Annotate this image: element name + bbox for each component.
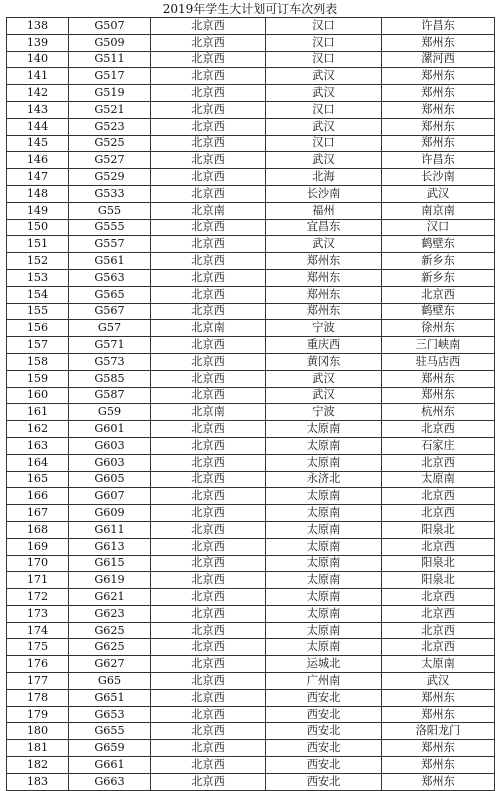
terminal-station-cell: 太原南 — [266, 488, 382, 505]
row-number-cell: 167 — [7, 505, 69, 522]
terminal-station-cell: 长沙南 — [266, 185, 382, 202]
train-schedule-table — [6, 17, 495, 791]
table-row — [7, 303, 495, 320]
table-row — [7, 34, 495, 51]
table-row — [7, 169, 495, 186]
table-row — [7, 152, 495, 169]
boarding-station-cell: 郑州东 — [382, 387, 495, 404]
row-number-cell: 163 — [7, 437, 69, 454]
terminal-station-cell: 宜昌东 — [266, 219, 382, 236]
terminal-station-cell: 永济北 — [266, 471, 382, 488]
table-row — [7, 656, 495, 673]
boarding-station-cell: 北京西 — [382, 286, 495, 303]
terminal-station-cell: 郑州东 — [266, 286, 382, 303]
row-number-cell: 152 — [7, 253, 69, 270]
row-number-cell: 165 — [7, 471, 69, 488]
boarding-station-cell: 阳泉北 — [382, 555, 495, 572]
terminal-station-cell: 武汉 — [266, 387, 382, 404]
origin-station-cell: 北京西 — [151, 353, 266, 370]
terminal-station-cell: 武汉 — [266, 68, 382, 85]
terminal-station-cell: 西安北 — [266, 740, 382, 757]
table-row — [7, 51, 495, 68]
row-number-cell: 175 — [7, 639, 69, 656]
boarding-station-cell: 郑州东 — [382, 757, 495, 774]
train-number-cell: G625 — [69, 639, 151, 656]
train-number-cell: G653 — [69, 706, 151, 723]
train-number-cell: G57 — [69, 320, 151, 337]
origin-station-cell: 北京西 — [151, 555, 266, 572]
table-row — [7, 488, 495, 505]
table-row — [7, 135, 495, 152]
terminal-station-cell: 太原南 — [266, 521, 382, 538]
train-number-cell: G521 — [69, 101, 151, 118]
boarding-station-cell: 郑州东 — [382, 68, 495, 85]
origin-station-cell: 北京西 — [151, 18, 266, 35]
boarding-station-cell: 阳泉北 — [382, 521, 495, 538]
terminal-station-cell: 汉口 — [266, 34, 382, 51]
origin-station-cell: 北京西 — [151, 370, 266, 387]
terminal-station-cell: 太原南 — [266, 538, 382, 555]
row-number-cell: 139 — [7, 34, 69, 51]
terminal-station-cell: 太原南 — [266, 421, 382, 438]
boarding-station-cell: 北京西 — [382, 622, 495, 639]
terminal-station-cell: 汉口 — [266, 101, 382, 118]
terminal-station-cell: 汉口 — [266, 135, 382, 152]
row-number-cell: 168 — [7, 521, 69, 538]
origin-station-cell: 北京西 — [151, 169, 266, 186]
table-row — [7, 387, 495, 404]
table-row — [7, 219, 495, 236]
terminal-station-cell: 郑州东 — [266, 253, 382, 270]
table-row — [7, 286, 495, 303]
train-number-cell: G511 — [69, 51, 151, 68]
terminal-station-cell: 郑州东 — [266, 303, 382, 320]
row-number-cell: 149 — [7, 202, 69, 219]
row-number-cell: 181 — [7, 740, 69, 757]
row-number-cell: 153 — [7, 269, 69, 286]
boarding-station-cell: 汉口 — [382, 219, 495, 236]
origin-station-cell: 北京西 — [151, 85, 266, 102]
row-number-cell: 142 — [7, 85, 69, 102]
table-row — [7, 505, 495, 522]
boarding-station-cell: 北京西 — [382, 538, 495, 555]
row-number-cell: 158 — [7, 353, 69, 370]
table-row — [7, 118, 495, 135]
boarding-station-cell: 郑州东 — [382, 706, 495, 723]
table-row — [7, 706, 495, 723]
row-number-cell: 177 — [7, 673, 69, 690]
boarding-station-cell: 郑州东 — [382, 85, 495, 102]
terminal-station-cell: 黄冈东 — [266, 353, 382, 370]
row-number-cell: 183 — [7, 773, 69, 790]
train-number-cell: G529 — [69, 169, 151, 186]
origin-station-cell: 北京西 — [151, 135, 266, 152]
train-number-cell: G507 — [69, 18, 151, 35]
boarding-station-cell: 太原南 — [382, 656, 495, 673]
boarding-station-cell: 郑州东 — [382, 740, 495, 757]
train-number-cell: G571 — [69, 337, 151, 354]
table-row — [7, 185, 495, 202]
origin-station-cell: 北京西 — [151, 337, 266, 354]
boarding-station-cell: 北京西 — [382, 605, 495, 622]
origin-station-cell: 北京西 — [151, 605, 266, 622]
table-row — [7, 740, 495, 757]
terminal-station-cell: 太原南 — [266, 437, 382, 454]
row-number-cell: 173 — [7, 605, 69, 622]
terminal-station-cell: 运城北 — [266, 656, 382, 673]
train-number-cell: G573 — [69, 353, 151, 370]
boarding-station-cell: 长沙南 — [382, 169, 495, 186]
boarding-station-cell: 北京西 — [382, 488, 495, 505]
table-row — [7, 337, 495, 354]
boarding-station-cell: 北京西 — [382, 589, 495, 606]
origin-station-cell: 北京西 — [151, 454, 266, 471]
boarding-station-cell: 新乡东 — [382, 269, 495, 286]
origin-station-cell: 北京西 — [151, 740, 266, 757]
train-number-cell: G651 — [69, 689, 151, 706]
table-row — [7, 437, 495, 454]
terminal-station-cell: 太原南 — [266, 605, 382, 622]
origin-station-cell: 北京西 — [151, 689, 266, 706]
train-number-cell: G563 — [69, 269, 151, 286]
train-number-cell: G525 — [69, 135, 151, 152]
row-number-cell: 182 — [7, 757, 69, 774]
origin-station-cell: 北京西 — [151, 269, 266, 286]
terminal-station-cell: 西安北 — [266, 723, 382, 740]
train-number-cell: G585 — [69, 370, 151, 387]
table-row — [7, 269, 495, 286]
table-row — [7, 639, 495, 656]
boarding-station-cell: 许昌东 — [382, 18, 495, 35]
table-row — [7, 605, 495, 622]
origin-station-cell: 北京西 — [151, 51, 266, 68]
terminal-station-cell: 汉口 — [266, 18, 382, 35]
table-row — [7, 18, 495, 35]
terminal-station-cell: 广州南 — [266, 673, 382, 690]
row-number-cell: 178 — [7, 689, 69, 706]
row-number-cell: 180 — [7, 723, 69, 740]
train-number-cell: G55 — [69, 202, 151, 219]
row-number-cell: 151 — [7, 236, 69, 253]
train-number-cell: G523 — [69, 118, 151, 135]
table-row — [7, 101, 495, 118]
table-row — [7, 757, 495, 774]
origin-station-cell: 北京西 — [151, 723, 266, 740]
boarding-station-cell: 北京西 — [382, 639, 495, 656]
row-number-cell: 138 — [7, 18, 69, 35]
row-number-cell: 174 — [7, 622, 69, 639]
terminal-station-cell: 太原南 — [266, 555, 382, 572]
train-number-cell: G533 — [69, 185, 151, 202]
train-number-cell: G655 — [69, 723, 151, 740]
origin-station-cell: 北京西 — [151, 219, 266, 236]
terminal-station-cell: 武汉 — [266, 85, 382, 102]
boarding-station-cell: 南京南 — [382, 202, 495, 219]
origin-station-cell: 北京西 — [151, 757, 266, 774]
origin-station-cell: 北京西 — [151, 673, 266, 690]
table-row — [7, 622, 495, 639]
origin-station-cell: 北京西 — [151, 68, 266, 85]
boarding-station-cell: 石家庄 — [382, 437, 495, 454]
origin-station-cell: 北京西 — [151, 421, 266, 438]
origin-station-cell: 北京西 — [151, 505, 266, 522]
origin-station-cell: 北京西 — [151, 706, 266, 723]
train-number-cell: G611 — [69, 521, 151, 538]
origin-station-cell: 北京西 — [151, 572, 266, 589]
terminal-station-cell: 太原南 — [266, 505, 382, 522]
table-row — [7, 202, 495, 219]
row-number-cell: 150 — [7, 219, 69, 236]
origin-station-cell: 北京西 — [151, 437, 266, 454]
terminal-station-cell: 太原南 — [266, 589, 382, 606]
terminal-station-cell: 郑州东 — [266, 269, 382, 286]
boarding-station-cell: 北京西 — [382, 454, 495, 471]
origin-station-cell: 北京西 — [151, 303, 266, 320]
origin-station-cell: 北京西 — [151, 639, 266, 656]
train-number-cell: G603 — [69, 437, 151, 454]
row-number-cell: 159 — [7, 370, 69, 387]
origin-station-cell: 北京西 — [151, 236, 266, 253]
table-row — [7, 320, 495, 337]
terminal-station-cell: 武汉 — [266, 236, 382, 253]
terminal-station-cell: 武汉 — [266, 152, 382, 169]
row-number-cell: 162 — [7, 421, 69, 438]
boarding-station-cell: 驻马店西 — [382, 353, 495, 370]
terminal-station-cell: 太原南 — [266, 622, 382, 639]
terminal-station-cell: 武汉 — [266, 118, 382, 135]
table-row — [7, 68, 495, 85]
origin-station-cell: 北京西 — [151, 34, 266, 51]
boarding-station-cell: 鹤壁东 — [382, 236, 495, 253]
origin-station-cell: 北京西 — [151, 185, 266, 202]
train-number-cell: G59 — [69, 404, 151, 421]
boarding-station-cell: 许昌东 — [382, 152, 495, 169]
page-title: 2019年学生大计划可订车次列表 — [162, 2, 338, 16]
train-number-cell: G557 — [69, 236, 151, 253]
train-number-cell: G519 — [69, 85, 151, 102]
terminal-station-cell: 西安北 — [266, 773, 382, 790]
row-number-cell: 143 — [7, 101, 69, 118]
row-number-cell: 161 — [7, 404, 69, 421]
boarding-station-cell: 北京西 — [382, 505, 495, 522]
table-row — [7, 589, 495, 606]
origin-station-cell: 北京西 — [151, 118, 266, 135]
row-number-cell: 141 — [7, 68, 69, 85]
row-number-cell: 171 — [7, 572, 69, 589]
origin-station-cell: 北京西 — [151, 253, 266, 270]
table-row — [7, 471, 495, 488]
table-row — [7, 370, 495, 387]
train-number-cell: G615 — [69, 555, 151, 572]
origin-station-cell: 北京西 — [151, 488, 266, 505]
row-number-cell: 146 — [7, 152, 69, 169]
boarding-station-cell: 郑州东 — [382, 34, 495, 51]
boarding-station-cell: 郑州东 — [382, 689, 495, 706]
table-row — [7, 236, 495, 253]
train-number-cell: G627 — [69, 656, 151, 673]
terminal-station-cell: 西安北 — [266, 706, 382, 723]
table-row — [7, 353, 495, 370]
boarding-station-cell: 郑州东 — [382, 370, 495, 387]
table-row — [7, 85, 495, 102]
origin-station-cell: 北京西 — [151, 286, 266, 303]
train-number-cell: G517 — [69, 68, 151, 85]
terminal-station-cell: 太原南 — [266, 572, 382, 589]
table-row — [7, 673, 495, 690]
origin-station-cell: 北京西 — [151, 521, 266, 538]
origin-station-cell: 北京西 — [151, 589, 266, 606]
terminal-station-cell: 西安北 — [266, 689, 382, 706]
train-number-cell: G625 — [69, 622, 151, 639]
origin-station-cell: 北京西 — [151, 622, 266, 639]
boarding-station-cell: 洛阳龙门 — [382, 723, 495, 740]
origin-station-cell: 北京南 — [151, 404, 266, 421]
row-number-cell: 160 — [7, 387, 69, 404]
row-number-cell: 154 — [7, 286, 69, 303]
train-number-cell: G65 — [69, 673, 151, 690]
train-number-cell: G561 — [69, 253, 151, 270]
train-number-cell: G607 — [69, 488, 151, 505]
train-number-cell: G661 — [69, 757, 151, 774]
table-row — [7, 454, 495, 471]
boarding-station-cell: 郑州东 — [382, 135, 495, 152]
terminal-station-cell: 太原南 — [266, 639, 382, 656]
table-row — [7, 572, 495, 589]
train-number-cell: G609 — [69, 505, 151, 522]
boarding-station-cell: 武汉 — [382, 673, 495, 690]
table-row — [7, 253, 495, 270]
row-number-cell: 155 — [7, 303, 69, 320]
train-number-cell: G613 — [69, 538, 151, 555]
table-row — [7, 555, 495, 572]
boarding-station-cell: 太原南 — [382, 471, 495, 488]
train-number-cell: G663 — [69, 773, 151, 790]
boarding-station-cell: 杭州东 — [382, 404, 495, 421]
origin-station-cell: 北京西 — [151, 471, 266, 488]
table-body — [7, 18, 495, 791]
table-row — [7, 538, 495, 555]
boarding-station-cell: 武汉 — [382, 185, 495, 202]
row-number-cell: 164 — [7, 454, 69, 471]
boarding-station-cell: 北京西 — [382, 421, 495, 438]
train-number-cell: G659 — [69, 740, 151, 757]
train-number-cell: G621 — [69, 589, 151, 606]
origin-station-cell: 北京西 — [151, 773, 266, 790]
origin-station-cell: 北京西 — [151, 656, 266, 673]
row-number-cell: 172 — [7, 589, 69, 606]
table-row — [7, 689, 495, 706]
boarding-station-cell: 漯河西 — [382, 51, 495, 68]
train-number-cell: G623 — [69, 605, 151, 622]
boarding-station-cell: 徐州东 — [382, 320, 495, 337]
origin-station-cell: 北京西 — [151, 387, 266, 404]
terminal-station-cell: 西安北 — [266, 757, 382, 774]
row-number-cell: 157 — [7, 337, 69, 354]
row-number-cell: 170 — [7, 555, 69, 572]
terminal-station-cell: 重庆西 — [266, 337, 382, 354]
origin-station-cell: 北京南 — [151, 320, 266, 337]
table-row — [7, 723, 495, 740]
terminal-station-cell: 福州 — [266, 202, 382, 219]
row-number-cell: 140 — [7, 51, 69, 68]
terminal-station-cell: 宁波 — [266, 404, 382, 421]
train-number-cell: G619 — [69, 572, 151, 589]
train-number-cell: G565 — [69, 286, 151, 303]
train-number-cell: G587 — [69, 387, 151, 404]
boarding-station-cell: 郑州东 — [382, 118, 495, 135]
boarding-station-cell: 新乡东 — [382, 253, 495, 270]
origin-station-cell: 北京西 — [151, 152, 266, 169]
train-number-cell: G601 — [69, 421, 151, 438]
row-number-cell: 166 — [7, 488, 69, 505]
origin-station-cell: 北京南 — [151, 202, 266, 219]
terminal-station-cell: 宁波 — [266, 320, 382, 337]
boarding-station-cell: 三门峡南 — [382, 337, 495, 354]
terminal-station-cell: 太原南 — [266, 454, 382, 471]
train-number-cell: G567 — [69, 303, 151, 320]
train-number-cell: G555 — [69, 219, 151, 236]
origin-station-cell: 北京西 — [151, 101, 266, 118]
row-number-cell: 145 — [7, 135, 69, 152]
table-row — [7, 404, 495, 421]
row-number-cell: 148 — [7, 185, 69, 202]
train-number-cell: G509 — [69, 34, 151, 51]
origin-station-cell: 北京西 — [151, 538, 266, 555]
row-number-cell: 176 — [7, 656, 69, 673]
table-row — [7, 421, 495, 438]
terminal-station-cell: 北海 — [266, 169, 382, 186]
train-number-cell: G605 — [69, 471, 151, 488]
row-number-cell: 156 — [7, 320, 69, 337]
boarding-station-cell: 郑州东 — [382, 773, 495, 790]
boarding-station-cell: 郑州东 — [382, 101, 495, 118]
train-number-cell: G527 — [69, 152, 151, 169]
terminal-station-cell: 武汉 — [266, 370, 382, 387]
terminal-station-cell: 汉口 — [266, 51, 382, 68]
boarding-station-cell: 阳泉北 — [382, 572, 495, 589]
table-row — [7, 521, 495, 538]
row-number-cell: 144 — [7, 118, 69, 135]
boarding-station-cell: 鹤壁东 — [382, 303, 495, 320]
train-number-cell: G603 — [69, 454, 151, 471]
table-row — [7, 773, 495, 790]
row-number-cell: 169 — [7, 538, 69, 555]
row-number-cell: 147 — [7, 169, 69, 186]
row-number-cell: 179 — [7, 706, 69, 723]
